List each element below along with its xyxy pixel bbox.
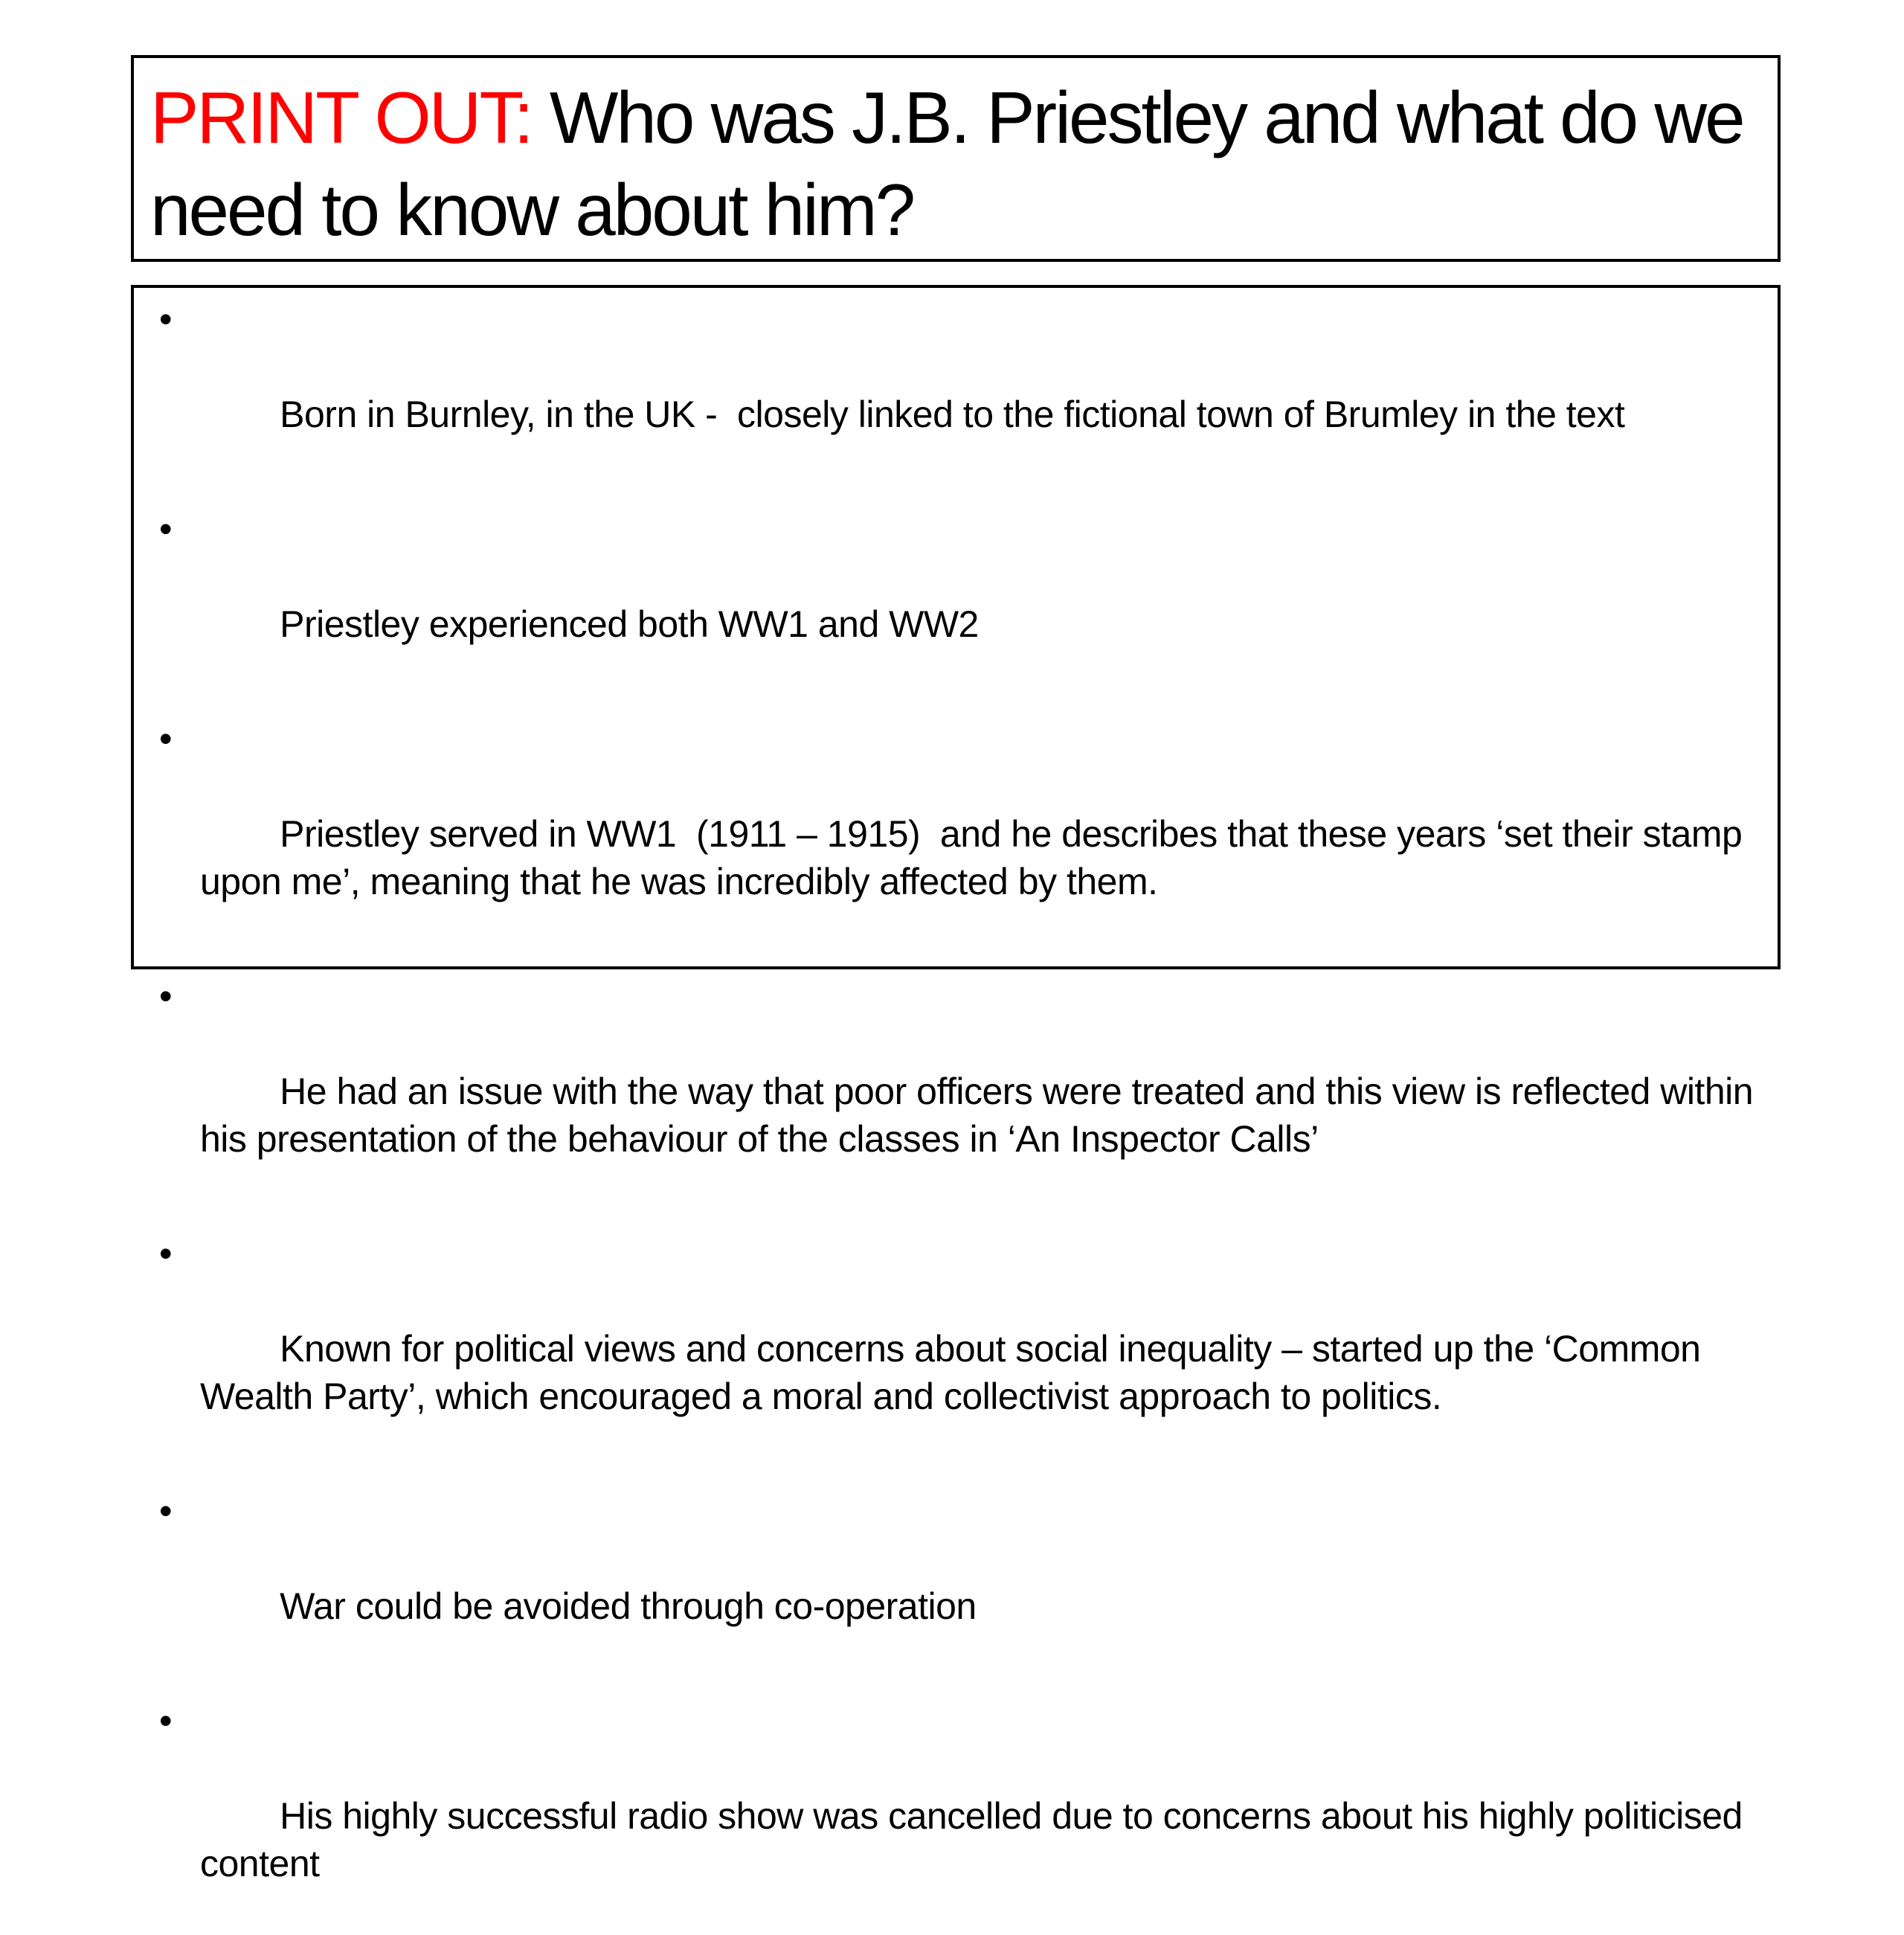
title-box [131,55,1781,262]
bullet-text: Known for political views and concerns about social inequality – started up the ‘Common Wealth Party’, which encouraged a moral and collectivist approach to politics. [200,1328,1711,1417]
bullet-text: His highly successful radio show was cancelled due to concerns about his highly politicised content [200,1795,1753,1884]
bullet-dot-icon: • [159,975,173,1017]
slide-title [150,71,1778,256]
bullet-dot-icon: • [159,298,173,340]
bullet-text: He had an issue with the way that poor officers were treated and this view is reflected within his presentation of the behaviour of the classes in ‘An Inspector Calls’ [200,1071,1763,1160]
bullet-dot-icon: • [159,1700,173,1742]
bullet-dot-icon: • [159,718,173,760]
bullet-text: Priestley experienced both WW1 and WW2 [280,603,979,645]
bullet-text: Priestley served in WW1 (1911 – 1915) and he describes that these years ‘set their stamp upon me’, meaning that he was incredibly affected by them. [200,813,1752,902]
bullet-dot-icon: • [159,508,173,550]
bullet-list [150,295,1763,1935]
content-box [131,285,1781,1884]
title-prefix: PRINT OUT: [150,77,532,158]
title-main: Who was J.B. Priestley and what do we need to know about him? [150,77,1743,251]
bullet-text: Born in Burnley, in the UK - closely linked to the fictional town of Brumley in the text [280,394,1625,435]
bullet-item [150,1697,1755,1935]
bullet-item [150,972,1763,1210]
bullet-item [150,505,1755,696]
bullet-item [150,715,1755,953]
bullet-item [150,1487,1755,1678]
bullet-item [150,1230,1755,1468]
bullet-text: War could be avoided through co-operation [280,1585,977,1627]
bullet-item [150,295,1755,486]
bullet-dot-icon: • [159,1233,173,1274]
bullet-dot-icon: • [159,1490,173,1532]
